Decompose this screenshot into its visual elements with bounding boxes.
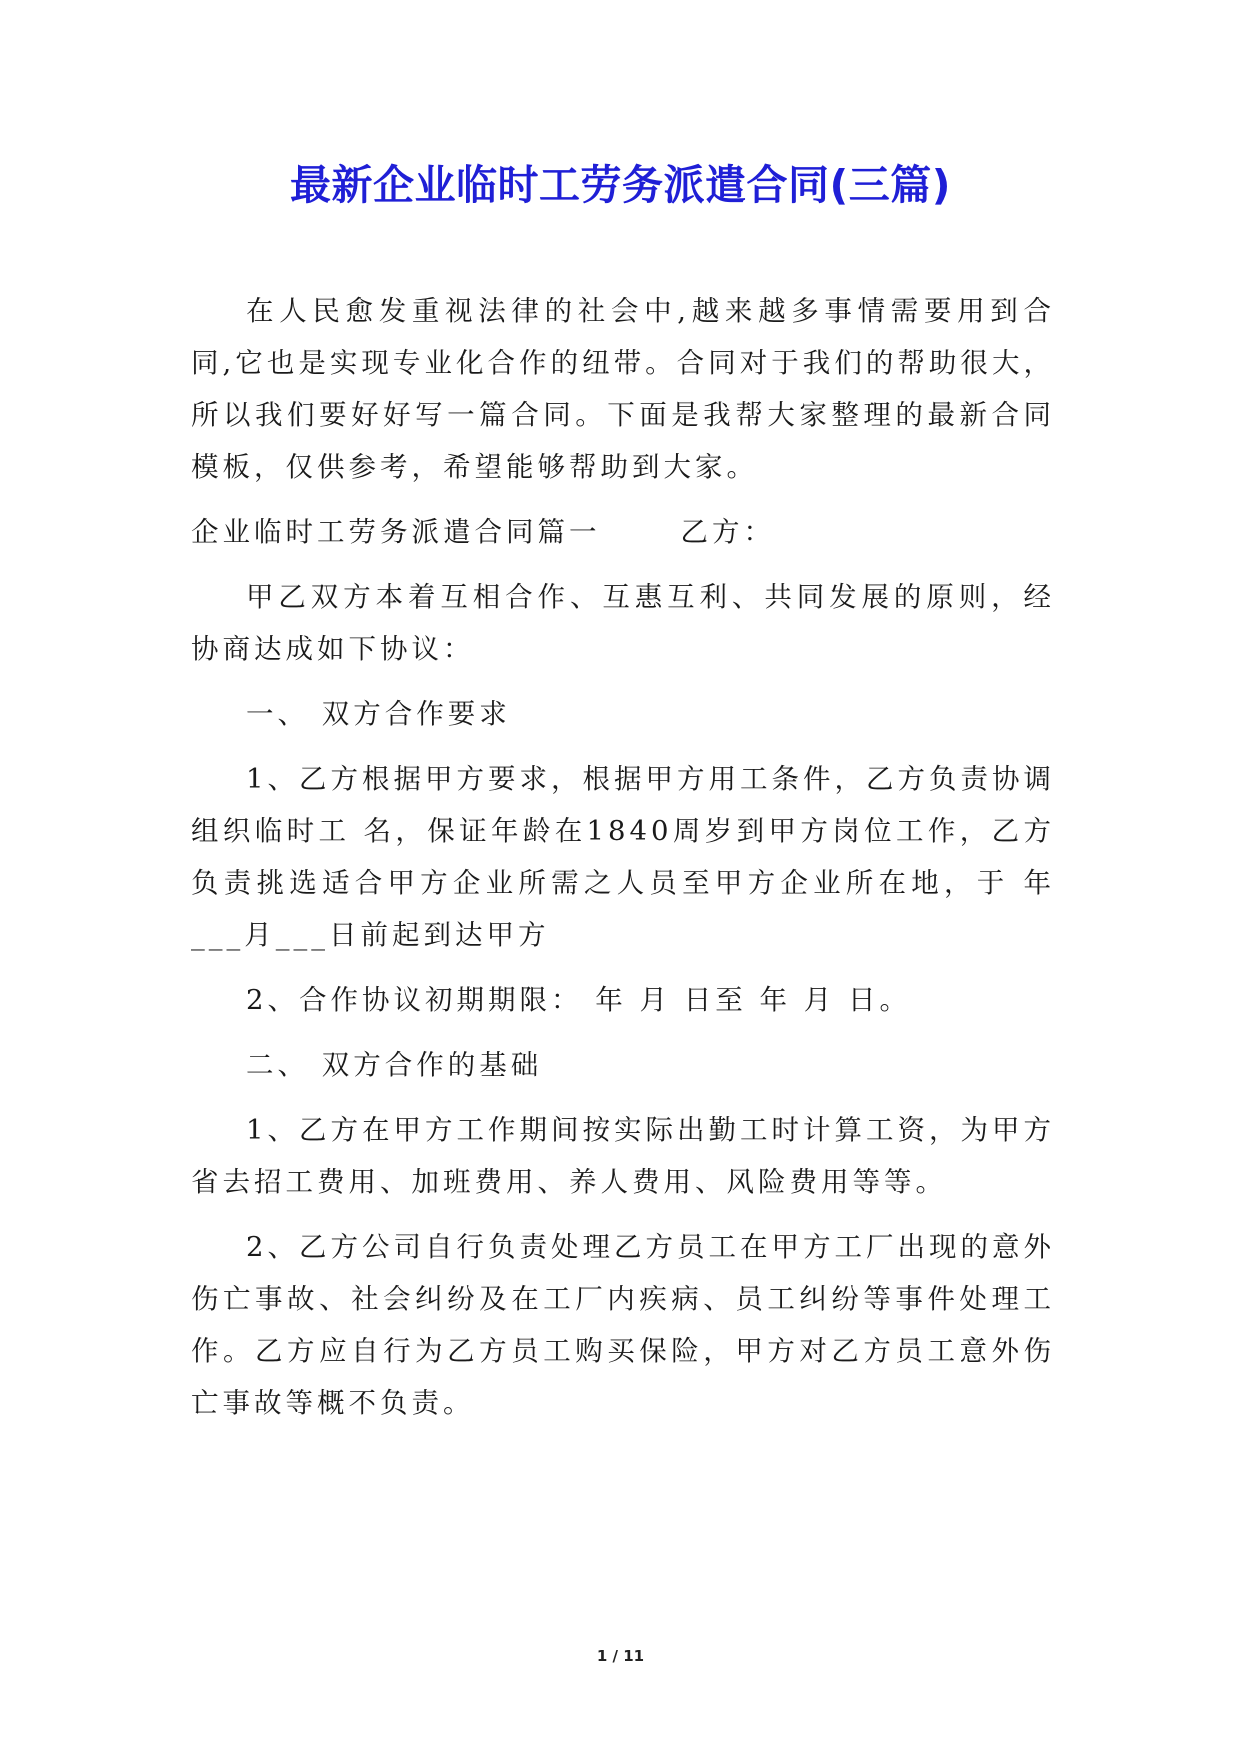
clause-heading-1: 一、 双方合作要求 [246, 698, 511, 730]
agreement-preamble: 甲乙双方本着互相合作、互惠互利、共同发展的原则，经协商达成如下协议： [191, 581, 1055, 665]
clause-heading-2: 二、 双方合作的基础 [246, 1049, 543, 1081]
section-title-line [191, 506, 1055, 558]
party-b-label: 乙方： [680, 516, 775, 548]
document-title: 最新企业临时工劳务派遣合同(三篇) [290, 161, 951, 209]
document-body [191, 285, 1055, 1442]
clause-1-2: 2、合作协议初期期限： 年 月 日至 年 月 日。 [246, 984, 911, 1016]
page-number: 1 / 11 [596, 1647, 645, 1665]
intro-paragraph: 在人民愈发重视法律的社会中,越来越多事情需要用到合同,它也是实现专业化合作的纽带。合同对于我们的帮助很大，所以我们要好好写一篇合同。下面是我帮大家整理的最新合同模板，仅供参考，希望能够帮助到大家。 [191, 295, 1055, 483]
clause-2-1: 1、乙方在甲方工作期间按实际出勤工时计算工资，为甲方省去招工费用、加班费用、养人费用、风险费用等等。 [191, 1114, 1055, 1198]
section-title: 企业临时工劳务派遣合同篇一 [191, 516, 601, 548]
clause-2-2: 2、乙方公司自行负责处理乙方员工在甲方工厂出现的意外伤亡事故、社会纠纷及在工厂内疾病、员工纠纷等事件处理工作。乙方应自行为乙方员工购买保险，甲方对乙方员工意外伤亡事故等概不负责。 [191, 1231, 1055, 1419]
clause-1-1: 1、乙方根据甲方要求，根据甲方用工条件，乙方负责协调组织临时工 名，保证年龄在1840周岁到甲方岗位工作，乙方负责挑选适合甲方企业所需之人员至甲方企业所在地，于 年___月___日前起到达甲方 [191, 763, 1055, 951]
